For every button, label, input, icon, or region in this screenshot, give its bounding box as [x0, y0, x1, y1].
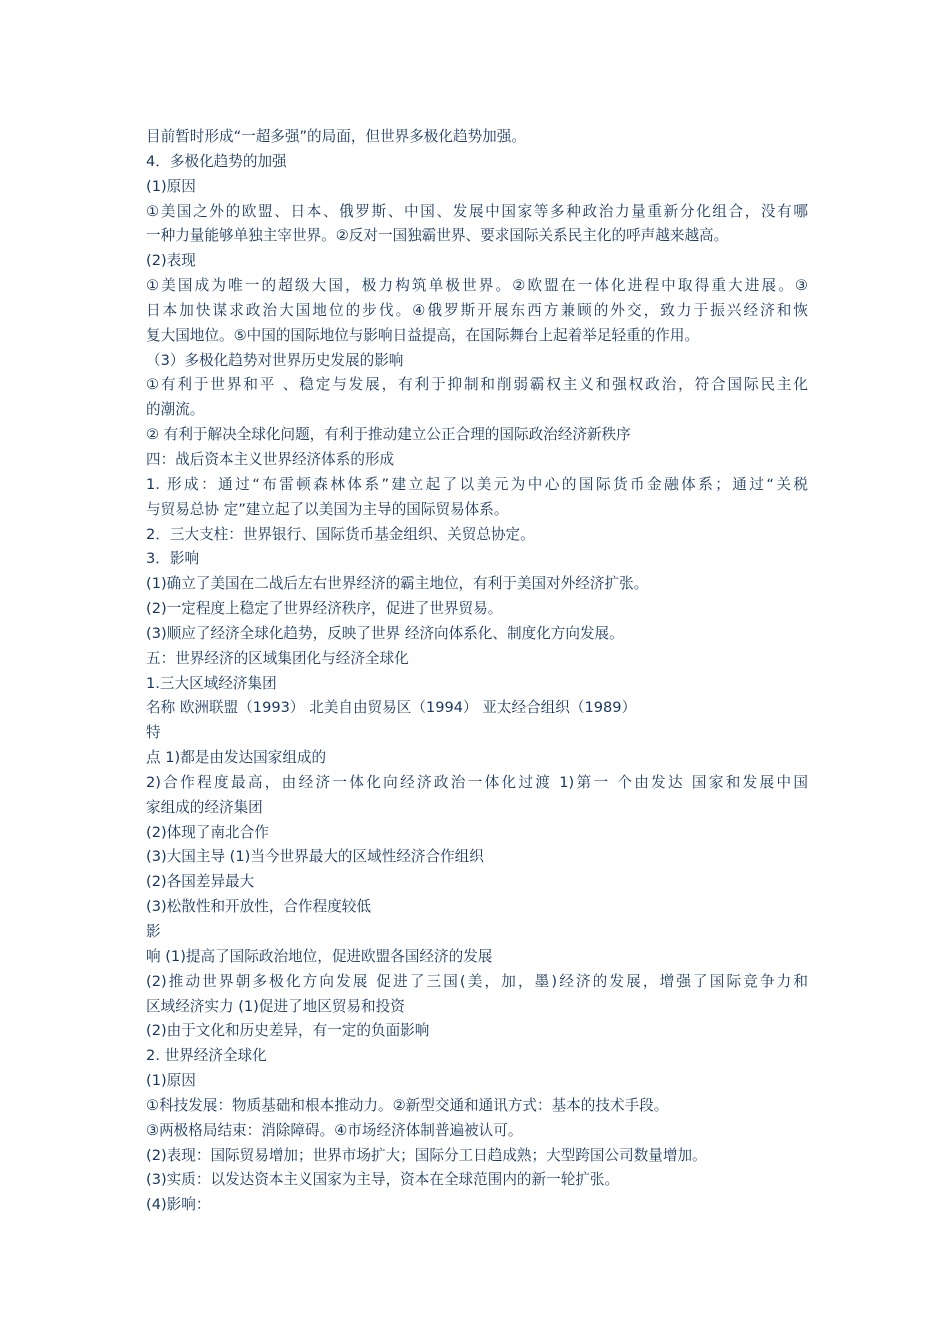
text-line: (3)实质：以发达资本主义国家为主导，资本在全球范围内的新一轮扩张。	[146, 1171, 620, 1189]
text-line: 2．三大支柱：世界银行、国际货币基金组织、关贸总协定。	[146, 525, 535, 543]
text-line: （3）多极化趋势对世界历史发展的影响	[146, 351, 404, 369]
text-line: ② 有利于解决全球化问题，有利于推动建立公正合理的国际政治经济新秩序	[146, 426, 631, 444]
text-line: ①科技发展：物质基础和根本推动力。②新型交通和通讯方式：基本的技术手段。	[146, 1096, 669, 1114]
text-line: (1)原因	[146, 1072, 196, 1090]
text-line: ③两极格局结束：消除障碍。④市场经济体制普遍被认可。	[146, 1121, 523, 1139]
document-body	[146, 125, 808, 1218]
text-line: (1)原因	[146, 177, 196, 195]
text-line: 特	[146, 724, 161, 742]
text-line: (3)大国主导 (1)当今世界最大的区域性经济合作组织	[146, 848, 484, 866]
text-line: (2)一定程度上稳定了世界经济秩序，促进了世界贸易。	[146, 600, 503, 618]
text-line: ①美国之外的欧盟、日本、俄罗斯、中国、发展中国家等多种政治力量重新分化组合，没有哪	[146, 202, 808, 220]
text-line: (3)顺应了经济全球化趋势，反映了世界 经济向体系化、制度化方向发展。	[146, 624, 624, 642]
document-page	[146, 125, 808, 1218]
text-line: 与贸易总协 定”建立起了以美国为主导的国际贸易体系。	[146, 500, 509, 518]
text-line: 影	[146, 923, 161, 940]
text-line: 的潮流。	[146, 401, 205, 419]
text-line: 2)合作程度最高，由经济一体化向经济政治一体化过渡 1)第一 个由发达 国家和发展中国	[146, 773, 808, 791]
text-line: 响 (1)提高了国际政治地位，促进欧盟各国经济的发展	[146, 947, 493, 965]
text-line: (2)各国差异最大	[146, 873, 255, 891]
text-line: (2)表现：国际贸易增加；世界市场扩大；国际分工日趋成熟；大型跨国公司数量增加。	[146, 1146, 707, 1164]
text-line: 2. 世界经济全球化	[146, 1047, 267, 1065]
text-line: (2)推动世界朝多极化方向发展 促进了三国(美，加，墨)经济的发展，增强了国际竞争力和	[146, 972, 808, 990]
text-line: (4)影响：	[146, 1196, 211, 1214]
text-line: 四：战后资本主义世界经济体系的形成	[146, 450, 395, 468]
text-line: 五：世界经济的区域集团化与经济全球化	[146, 649, 409, 667]
text-line: ①美国成为唯一的超级大国，极力构筑单极世界。②欧盟在一体化进程中取得重大进展。③	[146, 277, 808, 295]
text-line: 区域经济实力 (1)促进了地区贸易和投资	[146, 997, 405, 1015]
text-line: 家组成的经济集团	[146, 798, 263, 816]
text-line: ①有利于世界和平 、稳定与发展，有利于抑制和削弱霸权主义和强权政治，符合国际民主化	[146, 376, 808, 394]
text-line: (2)表现	[146, 252, 196, 270]
text-line: 目前暂时形成“一超多强”的局面，但世界多极化趋势加强。	[146, 128, 526, 145]
text-line: (3)松散性和开放性，合作程度较低	[146, 898, 371, 916]
text-line: 名称 欧洲联盟（1993） 北美自由贸易区（1994） 亚太经合组织（1989）	[146, 699, 637, 717]
text-line: (2)体现了南北合作	[146, 823, 269, 841]
text-line: 一种力量能够单独主宰世界。②反对一国独霸世界、要求国际关系民主化的呼声越来越高。	[146, 227, 729, 245]
text-line: 点 1)都是由发达国家组成的	[146, 749, 327, 767]
text-line: 日本加快谋求政治大国地位的步伐。④俄罗斯开展东西方兼顾的外交，致力于振兴经济和恢	[146, 301, 808, 319]
text-line: 复大国地位。⑤中国的国际地位与影响日益提高，在国际舞台上起着举足轻重的作用。	[146, 326, 700, 344]
text-line: 3．影响	[146, 550, 200, 568]
text-line: 1. 形成：通过“布雷顿森林体系”建立起了以美元为中心的国际货币金融体系；通过“关税	[146, 475, 808, 493]
text-line: (2)由于文化和历史差异，有一定的负面影响	[146, 1022, 430, 1040]
text-line: 1.三大区域经济集团	[146, 674, 277, 692]
text-line: 4．多极化趋势的加强	[146, 152, 287, 170]
text-line: (1)确立了美国在二战后左右世界经济的霸主地位，有利于美国对外经济扩张。	[146, 575, 649, 593]
